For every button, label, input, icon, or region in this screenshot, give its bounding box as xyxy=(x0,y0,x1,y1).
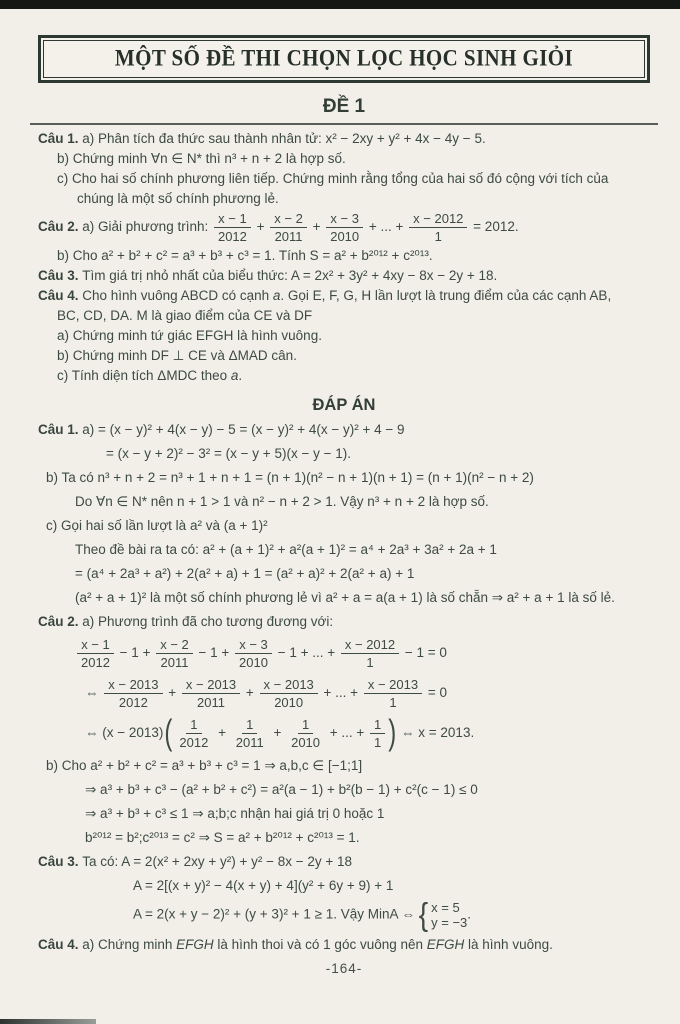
solution-line: b) Cho a² + b² + c² = a³ + b³ + c³ = 1 ⇒ a,b,c ∈ [−1;1] xyxy=(46,758,363,773)
problem-line: Câu 1. a) Phân tích đa thức sau thành nhân tử: x² − 2xy + y² + 4x − 4y − 5. xyxy=(38,131,486,146)
fraction: $\frac{1}{1}$ xyxy=(370,717,385,750)
solutions-section xyxy=(38,420,650,954)
fraction: $\frac{x - 2013}{2010}$ xyxy=(260,677,318,710)
solution-line: $\frac{x - 1}{2012}$ − 1 + $\frac{x - 2}{2011}$ − 1 + $\frac{x - 3}{2010}$ − 1 + ... + $\frac{x - 2012}{1}$ − 1 = 0 xyxy=(75,636,650,671)
equation-system: { x = 5 y = −3 xyxy=(418,896,468,933)
header-banner xyxy=(38,35,650,83)
question-label: Câu 3. xyxy=(38,854,83,869)
exam-title: ĐỀ 1 xyxy=(322,96,366,117)
solution-line: A = 2(x + y − 2)² + (y + 3)² + 1 ≥ 1. Vậy MinA ⇔ { x = 5 y = −3 . xyxy=(133,896,472,933)
question-label: Câu 4. xyxy=(38,937,83,952)
fraction: $\frac{1}{2012}$ xyxy=(179,717,209,750)
solution-line: b²⁰¹² = b²;c²⁰¹³ = c² ⇒ S = a² + b²⁰¹² + c²⁰¹³ = 1. xyxy=(85,830,360,845)
fraction: $\frac{1}{2011}$ xyxy=(235,717,264,750)
problem-line: Câu 2. a) Giải phương trình: $\frac{x - 1}{2012}$ + $\frac{x - 2}{2011}$ + $\frac{x - 3}{2010}$ + ... + $\frac{x - 2012}{1}$ = 2012. xyxy=(38,211,519,244)
problem-line: b) Chứng minh DF ⊥ CE và ΔMAD cân. xyxy=(57,348,297,363)
big-paren: ( xyxy=(164,713,173,753)
problem-line: Câu 4. Cho hình vuông ABCD có cạnh a. Gọi E, F, G, H lần lượt là trung điểm của các cạnh AB, xyxy=(38,288,612,303)
fraction: $\frac{x - 2012}{1}$ xyxy=(341,637,399,670)
problems-section xyxy=(38,130,650,385)
problem-line: a) Chứng minh tứ giác EFGH là hình vuông. xyxy=(57,328,322,343)
solution-line: Theo đề bài ra ta có: a² + (a + 1)² + a²(a + 1)² = a⁴ + 2a³ + 3a² + 2a + 1 xyxy=(75,542,497,557)
solution-line: = (a⁴ + 2a³ + a²) + 2(a² + a) + 1 = (a² + a)² + 2(a² + a) + 1 xyxy=(75,566,415,581)
divider xyxy=(30,123,658,125)
solution-line: Câu 3. Ta có: A = 2(x² + 2xy + y²) + y² − 8x − 2y + 18 xyxy=(38,854,353,869)
solution-line: b) Ta có n³ + n + 2 = n³ + 1 + n + 1 = (n + 1)(n² − n + 1)(n + 1) = (n + 1)(n² − n + 2) xyxy=(46,470,534,485)
scan-corner-mark xyxy=(0,1019,96,1024)
solution-line: ⇒ a³ + b³ + c³ ≤ 1 ⇒ a;b;c nhận hai giá trị 0 hoặc 1 xyxy=(85,806,385,821)
fraction: $\frac{x - 3}{2010}$ xyxy=(326,211,363,244)
solution-line: Do ∀n ∈ N* nên n + 1 > 1 và n² − n + 2 > 1. Vậy n³ + n + 2 là hợp số. xyxy=(75,494,489,509)
fraction: $\frac{x - 2}{2011}$ xyxy=(270,211,307,244)
solution-line: (a² + a + 1)² là một số chính phương lẻ vì a² + a = a(a + 1) là số chẵn ⇒ a² + a + 1 là số lẻ. xyxy=(75,590,615,605)
solution-line: ⇔ $\frac{x - 2013}{2012}$ + $\frac{x - 2013}{2011}$ + $\frac{x - 2013}{2010}$ + ... + $\frac{x - 2013}{1}$ = 0 xyxy=(85,677,447,710)
solution-line: = (x − y + 2)² − 3² = (x − y + 5)(x − y − 1). xyxy=(106,446,351,461)
problem-line: b) Chứng minh ∀n ∈ N* thì n³ + n + 2 là hợp số. xyxy=(57,151,346,166)
fraction: $\frac{x - 2013}{2011}$ xyxy=(182,677,240,710)
fraction: $\frac{x - 1}{2012}$ xyxy=(214,211,251,244)
problem-line: c) Tính diện tích ΔMDC theo a. xyxy=(57,368,243,383)
fraction: $\frac{x - 2}{2011}$ xyxy=(156,637,193,670)
fraction: $\frac{x - 1}{2012}$ xyxy=(77,637,114,670)
big-paren: ) xyxy=(388,713,397,753)
page-number: -164- xyxy=(325,961,363,976)
problem-line: BC, CD, DA. M là giao điểm của CE và DF xyxy=(57,308,313,323)
page-content xyxy=(0,9,680,976)
problem-line: Câu 3. Tìm giá trị nhỏ nhất của biểu thức: A = 2x² + 3y² + 4xy − 8x − 2y + 18. xyxy=(38,268,498,283)
problem-line: c) Cho hai số chính phương liên tiếp. Chứng minh rằng tổng của hai số đó cộng với tích của xyxy=(57,171,609,186)
solution-line: Câu 2. a) Phương trình đã cho tương đương với: xyxy=(38,614,334,629)
solution-line: ⇔ (x − 2013)( $\frac{1}{2012}$ + $\frac{1}{2011}$ + $\frac{1}{2010}$ + ... + $\frac{1}{1}$ ) ⇔ x = 2013. xyxy=(85,713,475,753)
fraction: $\frac{x - 2013}{2012}$ xyxy=(104,677,162,710)
page-title: MỘT SỐ ĐỀ THI CHỌN LỌC HỌC SINH GIỎI xyxy=(114,45,574,71)
question-label: Câu 4. xyxy=(38,288,83,303)
header-banner-inner xyxy=(43,40,645,78)
question-label: Câu 2. xyxy=(38,219,83,235)
solution-line: ⇒ a³ + b³ + c³ − (a² + b² + c²) = a²(a − 1) + b²(b − 1) + c²(c − 1) ≤ 0 xyxy=(85,782,478,797)
solution-line: Câu 1. a) = (x − y)² + 4(x − y) − 5 = (x − y)² + 4(x − y)² + 4 − 9 xyxy=(38,422,405,437)
answers-heading: ĐÁP ÁN xyxy=(312,396,376,414)
question-label: Câu 2. xyxy=(38,614,83,629)
problem-line: chúng là một số chính phương lẻ. xyxy=(77,191,279,206)
problem-line: b) Cho a² + b² + c² = a³ + b³ + c³ = 1. Tính S = a² + b²⁰¹² + c²⁰¹³. xyxy=(57,248,433,263)
solution-line: A = 2[(x + y)² − 4(x + y) + 4](y² + 6y + 9) + 1 xyxy=(133,878,394,893)
system-brace-icon: { xyxy=(418,896,429,933)
question-label: Câu 3. xyxy=(38,268,83,283)
fraction: $\frac{x - 2012}{1}$ xyxy=(409,211,467,244)
solution-line: Câu 4. a) Chứng minh EFGH là hình thoi và có 1 góc vuông nên EFGH là hình vuông. xyxy=(38,937,553,952)
fraction: $\frac{x - 3}{2010}$ xyxy=(235,637,272,670)
question-label: Câu 1. xyxy=(38,422,83,437)
solution-line: c) Gọi hai số lần lượt là a² và (a + 1)² xyxy=(46,518,268,533)
scan-top-edge xyxy=(0,0,680,9)
fraction: $\frac{x - 2013}{1}$ xyxy=(364,677,422,710)
question-label: Câu 1. xyxy=(38,131,83,146)
fraction: $\frac{1}{2010}$ xyxy=(291,717,321,750)
